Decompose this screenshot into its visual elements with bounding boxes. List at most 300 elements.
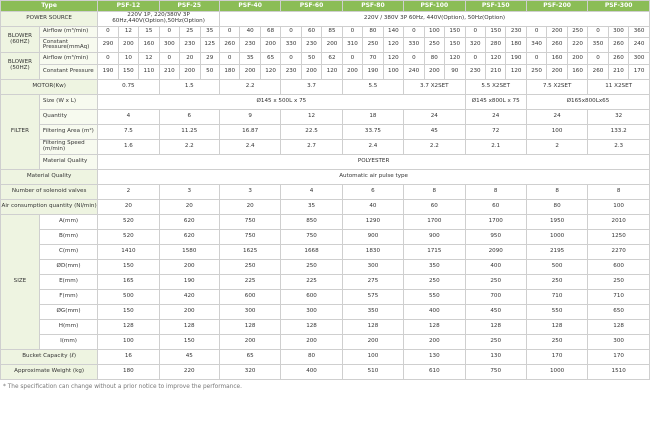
cell: 750 — [281, 229, 342, 244]
blower60-label: BLOWER (60HZ) — [1, 27, 40, 53]
power-source-label: POWER SOURCE — [1, 12, 98, 27]
size-row — [1, 259, 650, 274]
cell: 0 — [98, 27, 118, 38]
cell: 200 — [240, 64, 260, 79]
power-source-small: 220V 1P, 220/380V 3P 60Hz,440V(Option),50Hz(Option) — [98, 12, 220, 27]
cell: 1715 — [404, 244, 465, 259]
cell: 230 — [180, 38, 200, 53]
size-row-label: ØG(mm) — [39, 304, 97, 319]
cell: 0 — [465, 27, 485, 38]
cell: 200 — [281, 334, 342, 349]
cell: 220 — [159, 364, 219, 379]
cell: 29 — [200, 53, 219, 64]
cell: 68 — [260, 27, 280, 38]
bucket-label: Bucket Capacity (ℓ) — [1, 349, 98, 364]
cell: 65 — [260, 53, 280, 64]
cell: 200 — [118, 38, 138, 53]
power-source-row — [1, 12, 650, 27]
cell: 120 — [445, 53, 465, 64]
cell: 100 — [383, 64, 403, 79]
cell: 12 — [118, 27, 138, 38]
weight-label: Approximate Weight (kg) — [1, 364, 98, 379]
cell: 150 — [485, 27, 505, 38]
cell: 200 — [159, 259, 219, 274]
cell: 500 — [526, 259, 587, 274]
cell: 200 — [159, 304, 219, 319]
cell: 3 — [159, 184, 219, 199]
cell: 250 — [363, 38, 383, 53]
cell: 300 — [588, 334, 650, 349]
cell: Ø145 x 500L x 75 — [98, 94, 465, 109]
air-consumption-row — [1, 199, 650, 214]
cell: 160 — [567, 64, 587, 79]
size-row — [1, 214, 650, 229]
cell: 250 — [567, 27, 587, 38]
blower60-pressure-label: Constant Pressure(mmAq) — [39, 38, 97, 53]
cell: 2.3 — [588, 139, 650, 154]
cell: 150 — [445, 27, 465, 38]
cell: 80 — [526, 199, 587, 214]
cell: 230 — [281, 64, 301, 79]
cell: 3.7 X2SET — [404, 79, 465, 94]
filter-quantity-row — [1, 109, 650, 124]
cell: 20 — [219, 199, 280, 214]
cell: 420 — [159, 289, 219, 304]
cell: 65 — [219, 349, 280, 364]
cell: 130 — [465, 349, 526, 364]
cell: 300 — [219, 304, 280, 319]
cell: 330 — [404, 38, 424, 53]
cell: 1410 — [98, 244, 159, 259]
motor-row — [1, 79, 650, 94]
cell: 0 — [98, 53, 118, 64]
model-header: PSF-60 — [281, 1, 342, 12]
cell: 750 — [465, 364, 526, 379]
cell: 200 — [219, 334, 280, 349]
cell: 600 — [588, 259, 650, 274]
cell: 120 — [506, 64, 526, 79]
cell: 22.5 — [281, 124, 342, 139]
cell: 620 — [159, 229, 219, 244]
cell: 60 — [404, 199, 465, 214]
cell: 9 — [219, 109, 280, 124]
cell: 8 — [526, 184, 587, 199]
cell: 120 — [260, 64, 280, 79]
cell: 150 — [118, 64, 138, 79]
cell: 225 — [281, 274, 342, 289]
cell: 200 — [404, 334, 465, 349]
cell: 20 — [180, 53, 200, 64]
size-row-label: I(mm) — [39, 334, 97, 349]
cell: 128 — [588, 319, 650, 334]
cell: 8 — [404, 184, 465, 199]
cell: 1830 — [342, 244, 403, 259]
air-consumption-label: Air consumption quantity (Nl/min) — [1, 199, 98, 214]
cell: 165 — [98, 274, 159, 289]
cell: 170 — [629, 64, 650, 79]
cell: 250 — [219, 259, 280, 274]
cell: 5.5 X2SET — [465, 79, 526, 94]
cell: 70 — [363, 53, 383, 64]
model-header: PSF-200 — [526, 1, 587, 12]
cell: 4 — [281, 184, 342, 199]
cell: 0 — [404, 27, 424, 38]
cell: 100 — [588, 199, 650, 214]
cell: 225 — [219, 274, 280, 289]
cell: 35 — [240, 53, 260, 64]
cell: 280 — [485, 38, 505, 53]
model-header: PSF-40 — [219, 1, 280, 12]
motor-label: MOTOR(Kw) — [1, 79, 98, 94]
cell: 190 — [98, 64, 118, 79]
blower50-pressure-row — [1, 64, 650, 79]
cell: 8 — [465, 184, 526, 199]
cell: 1250 — [588, 229, 650, 244]
size-label: SIZE — [1, 214, 40, 349]
filter-area-label: Filtering Area (m²) — [39, 124, 97, 139]
cell: 7.5 — [98, 124, 159, 139]
cell: 128 — [526, 319, 587, 334]
cell: 1.6 — [98, 139, 159, 154]
cell: 128 — [281, 319, 342, 334]
cell: 6 — [342, 184, 403, 199]
cell: 710 — [588, 289, 650, 304]
cell: 2.4 — [342, 139, 403, 154]
cell: 190 — [159, 274, 219, 289]
cell: 150 — [445, 38, 465, 53]
cell: 120 — [485, 53, 505, 64]
cell: 0 — [281, 53, 301, 64]
cell: 350 — [588, 38, 608, 53]
cell: 80 — [363, 27, 383, 38]
power-source-large: 220V / 380V 3P 60Hz, 440V(Option), 50Hz(Option) — [219, 12, 649, 27]
cell: 24 — [526, 109, 587, 124]
cell: 200 — [424, 64, 444, 79]
size-row — [1, 319, 650, 334]
cell: 33.75 — [342, 124, 403, 139]
cell: 20 — [98, 199, 159, 214]
size-row — [1, 289, 650, 304]
cell: 15 — [139, 27, 159, 38]
cell: 40 — [342, 199, 403, 214]
cell: 35 — [200, 27, 219, 38]
blower50-airflow-label: Airflow (m³/min) — [39, 53, 97, 64]
cell: 2270 — [588, 244, 650, 259]
header-row — [1, 1, 650, 12]
cell: 130 — [404, 349, 465, 364]
cell: 260 — [219, 38, 239, 53]
cell: 230 — [301, 38, 321, 53]
blower60-airflow-row — [1, 27, 650, 38]
cell: 200 — [547, 64, 567, 79]
cell: 500 — [98, 289, 159, 304]
cell: 2 — [98, 184, 159, 199]
cell: 80 — [281, 349, 342, 364]
cell: 72 — [465, 124, 526, 139]
size-row — [1, 274, 650, 289]
cell: 2.2 — [404, 139, 465, 154]
cell: 250 — [465, 274, 526, 289]
cell: 0 — [465, 53, 485, 64]
cell: 100 — [342, 349, 403, 364]
cell: 60 — [465, 199, 526, 214]
cell: 320 — [219, 364, 280, 379]
model-header: PSF-100 — [404, 1, 465, 12]
cell: 1700 — [465, 214, 526, 229]
cell: Ø145 x800L x 75 — [465, 94, 526, 109]
cell: 160 — [547, 53, 567, 64]
filter-size-label: Size (W x L) — [39, 94, 97, 109]
cell: 2.1 — [465, 139, 526, 154]
cell: 1290 — [342, 214, 403, 229]
cell: 0 — [526, 27, 546, 38]
size-row-label: F(mm) — [39, 289, 97, 304]
cell: 11 X2SET — [588, 79, 650, 94]
cell: 170 — [588, 349, 650, 364]
blower60-airflow-label: Airflow (m³/min) — [39, 27, 97, 38]
cell: 12 — [281, 109, 342, 124]
cell: 2 — [526, 139, 587, 154]
blower50-airflow-row — [1, 53, 650, 64]
cell: 300 — [342, 259, 403, 274]
cell: 600 — [281, 289, 342, 304]
cell: 200 — [342, 334, 403, 349]
cell: 1625 — [219, 244, 280, 259]
cell: 100 — [98, 334, 159, 349]
cell: 128 — [98, 319, 159, 334]
cell: 550 — [404, 289, 465, 304]
filter-quantity-label: Quantity — [39, 109, 97, 124]
size-row-label: E(mm) — [39, 274, 97, 289]
model-header: PSF-80 — [342, 1, 403, 12]
model-header: PSF-12 — [98, 1, 159, 12]
cell: 520 — [98, 214, 159, 229]
cell: 275 — [342, 274, 403, 289]
cell: 12 — [139, 53, 159, 64]
cell: 110 — [139, 64, 159, 79]
cell: 260 — [547, 38, 567, 53]
cell: 8 — [588, 184, 650, 199]
cell: 850 — [281, 214, 342, 229]
size-row — [1, 229, 650, 244]
cell: 1668 — [281, 244, 342, 259]
cell: 0 — [159, 27, 179, 38]
cell: 5.5 — [342, 79, 403, 94]
cell: 0 — [219, 27, 239, 38]
model-header: PSF-150 — [465, 1, 526, 12]
weight-row — [1, 364, 650, 379]
cell: 360 — [629, 27, 650, 38]
cell: 350 — [404, 259, 465, 274]
cell: 250 — [281, 259, 342, 274]
cell: 600 — [219, 289, 280, 304]
solenoid-row — [1, 184, 650, 199]
cell: 35 — [281, 199, 342, 214]
cell: 400 — [465, 259, 526, 274]
cell: 3 — [219, 184, 280, 199]
cell: 2195 — [526, 244, 587, 259]
cell: Automatic air pulse type — [98, 169, 650, 184]
cell: 1950 — [526, 214, 587, 229]
cell: 1.5 — [159, 79, 219, 94]
cell: 575 — [342, 289, 403, 304]
cell: 700 — [465, 289, 526, 304]
size-row-label: C(mm) — [39, 244, 97, 259]
cell: 170 — [526, 349, 587, 364]
cell: 4 — [98, 109, 159, 124]
cell: 340 — [526, 38, 546, 53]
cell: 2.2 — [219, 79, 280, 94]
cell: 120 — [383, 53, 403, 64]
size-row-label: ØD(mm) — [39, 259, 97, 274]
cell: 230 — [506, 27, 526, 38]
cell: 1510 — [588, 364, 650, 379]
size-row-label: H(mm) — [39, 319, 97, 334]
cell: 620 — [159, 214, 219, 229]
cell: 2010 — [588, 214, 650, 229]
cell: 180 — [98, 364, 159, 379]
cell: 62 — [322, 53, 342, 64]
cell: 45 — [404, 124, 465, 139]
cell: 250 — [424, 38, 444, 53]
solenoid-label: Number of solenoid valves — [1, 184, 98, 199]
cell: 200 — [547, 27, 567, 38]
cell: 7.5 X2SET — [526, 79, 587, 94]
cell: POLYESTER — [98, 154, 650, 169]
cell: 25 — [180, 27, 200, 38]
cell: 80 — [424, 53, 444, 64]
cell: 10 — [118, 53, 138, 64]
cell: 260 — [588, 64, 608, 79]
cell: 133.2 — [588, 124, 650, 139]
cell: 1580 — [159, 244, 219, 259]
cell: 0 — [342, 27, 362, 38]
cell: 140 — [383, 27, 403, 38]
cell: Ø165x800Lx65 — [526, 94, 649, 109]
cell: 32 — [588, 109, 650, 124]
cell: 0 — [588, 27, 608, 38]
filter-area-row — [1, 124, 650, 139]
cell: 190 — [363, 64, 383, 79]
blower60-pressure-row — [1, 38, 650, 53]
cell: 250 — [526, 64, 546, 79]
cell: 650 — [588, 304, 650, 319]
cell: 128 — [219, 319, 280, 334]
cell: 3.7 — [281, 79, 342, 94]
size-row — [1, 304, 650, 319]
cell: 300 — [159, 38, 179, 53]
cell: 200 — [301, 64, 321, 79]
cell: 2.4 — [219, 139, 280, 154]
cell: 710 — [526, 289, 587, 304]
cell: 200 — [567, 53, 587, 64]
filter-size-row — [1, 94, 650, 109]
cell: 16 — [98, 349, 159, 364]
cell: 250 — [526, 334, 587, 349]
cell: 0.75 — [98, 79, 159, 94]
cell: 45 — [159, 349, 219, 364]
filter-material-label: Material Quality — [39, 154, 97, 169]
model-header: PSF-25 — [159, 1, 219, 12]
cell: 520 — [98, 229, 159, 244]
cell: 50 — [301, 53, 321, 64]
cell: 128 — [465, 319, 526, 334]
cell: 120 — [322, 64, 342, 79]
cell: 550 — [526, 304, 587, 319]
cell: 240 — [629, 38, 650, 53]
cell: 60 — [301, 27, 321, 38]
cell: 40 — [240, 27, 260, 38]
size-row — [1, 244, 650, 259]
cell: 100 — [424, 27, 444, 38]
cell: 350 — [342, 304, 403, 319]
footnote: * The specification can change without a prior notice to improve the performance. — [3, 383, 242, 390]
cell: 180 — [506, 38, 526, 53]
cell: 2090 — [465, 244, 526, 259]
bucket-row — [1, 349, 650, 364]
cell: 320 — [465, 38, 485, 53]
cell: 160 — [139, 38, 159, 53]
cell: 210 — [485, 64, 505, 79]
cell: 24 — [404, 109, 465, 124]
cell: 260 — [608, 53, 628, 64]
cell: 200 — [342, 64, 362, 79]
cell: 0 — [404, 53, 424, 64]
cell: 260 — [608, 38, 628, 53]
size-row — [1, 334, 650, 349]
cell: 300 — [281, 304, 342, 319]
cell: 120 — [383, 38, 403, 53]
cell: 950 — [465, 229, 526, 244]
cell: 250 — [588, 274, 650, 289]
cell: 11.25 — [159, 124, 219, 139]
cell: 0 — [159, 53, 179, 64]
filter-label: FILTER — [1, 94, 40, 169]
cell: 1000 — [526, 229, 587, 244]
cell: 150 — [98, 304, 159, 319]
cell: 0 — [219, 53, 239, 64]
cell: 100 — [526, 124, 587, 139]
cell: 20 — [159, 199, 219, 214]
cell: 450 — [465, 304, 526, 319]
cell: 128 — [342, 319, 403, 334]
cell: 0 — [588, 53, 608, 64]
cell: 128 — [159, 319, 219, 334]
blower50-label: BLOWER (50HZ) — [1, 53, 40, 79]
cell: 610 — [404, 364, 465, 379]
cell: 2.7 — [281, 139, 342, 154]
cell: 0 — [526, 53, 546, 64]
cell: 300 — [629, 53, 650, 64]
cell: 900 — [404, 229, 465, 244]
blower50-pressure-label: Constant Pressure — [39, 64, 97, 79]
cell: 0 — [342, 53, 362, 64]
cell: 330 — [281, 38, 301, 53]
cell: 240 — [404, 64, 424, 79]
cell: 128 — [404, 319, 465, 334]
cell: 125 — [200, 38, 219, 53]
cell: 16.87 — [219, 124, 280, 139]
cell: 220 — [567, 38, 587, 53]
cell: 250 — [404, 274, 465, 289]
cell: 85 — [322, 27, 342, 38]
cell: 24 — [465, 109, 526, 124]
cell: 400 — [404, 304, 465, 319]
cell: 310 — [342, 38, 362, 53]
filter-material-row — [1, 154, 650, 169]
filter-speed-row — [1, 139, 650, 154]
filter-speed-label: Filtering Speed (m/min) — [39, 139, 97, 154]
